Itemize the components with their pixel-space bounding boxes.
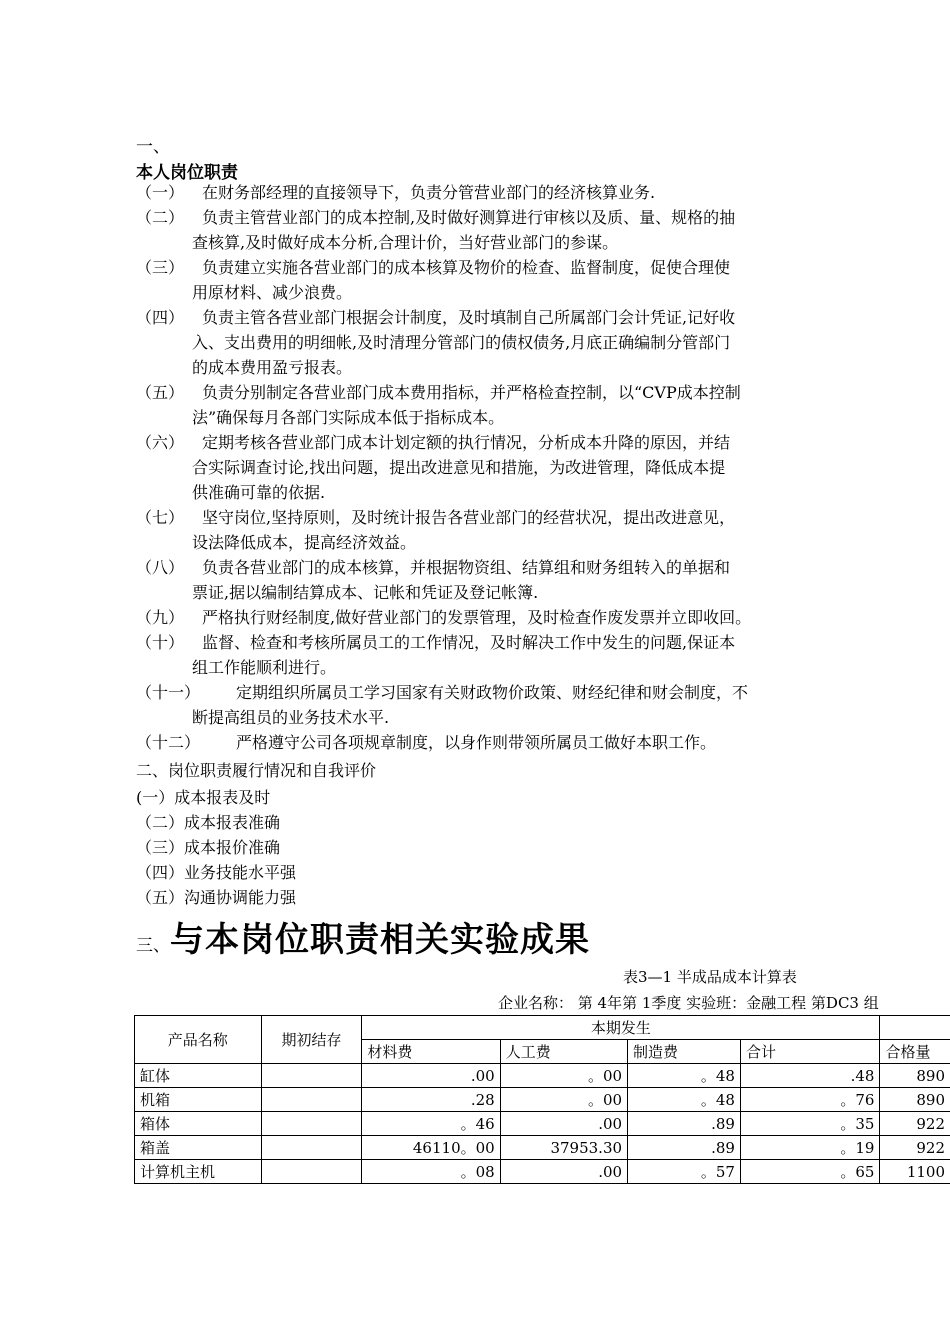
duty-line: 查核算,及时做好成本分析,合理计价，当好营业部门的参谋。 (192, 233, 619, 252)
duty-line: 票证,据以编制结算成本、记帐和凭证及登记帐簿. (192, 583, 539, 602)
duty-list (136, 180, 950, 755)
duty-text (192, 205, 736, 255)
cell-total: .48 (740, 1064, 880, 1088)
cell-manufacturing: .89 (628, 1136, 741, 1160)
duty-number: （五） (136, 383, 185, 402)
duty-item (136, 305, 950, 380)
duty-line: 用原材料、减少浪费。 (192, 283, 353, 302)
cell-qualified: 890 (880, 1064, 950, 1088)
header-manufacturing: 制造费 (628, 1040, 741, 1064)
duty-line: 监督、检查和考核所属员工的工作情况，及时解决工作中发生的问题,保证本 (202, 633, 736, 652)
cell-opening (261, 1088, 362, 1112)
cell-manufacturing: 。48 (628, 1064, 741, 1088)
cell-qualified: 922 (880, 1136, 950, 1160)
cell-manufacturing: 。57 (628, 1160, 741, 1184)
section3-number: 三、 (136, 936, 170, 956)
header-current: 本期发生 (362, 1016, 880, 1040)
header-opening: 期初结存 (261, 1016, 362, 1064)
table-meta: 企业名称： 第 4年第 1季度 实验班：金融工程 第DC3 组 (498, 994, 879, 1012)
duty-line: 在财务部经理的直接领导下，负责分管营业部门的经济核算业务. (202, 183, 656, 202)
duty-line: 负责各营业部门的成本核算，并根据物资组、结算组和财务组转入的单据和 (202, 558, 731, 577)
cell-qualified: 922 (880, 1112, 950, 1136)
duty-line: 合实际调查讨论,找出问题，提出改进意见和措施，为改进管理，降低成本提 (192, 458, 726, 477)
duty-line: 负责分别制定各营业部门成本费用指标，并严格检查控制，以“CVP成本控制 (202, 383, 741, 402)
duty-item (136, 380, 950, 430)
section1-number: 一、 (136, 137, 170, 157)
duty-line: 的成本费用盈亏报表。 (192, 358, 353, 377)
cell-material: .00 (362, 1064, 500, 1088)
header-labor: 人工费 (500, 1040, 627, 1064)
duty-line: 入、支出费用的明细帐,及时清理分管部门的债权债务,月底正确编制分管部门 (192, 333, 731, 352)
evaluation-list (136, 785, 296, 910)
cell-qualified: 1100 (880, 1160, 950, 1184)
duty-line: 组工作能顺利进行。 (192, 658, 337, 677)
table-row (135, 1112, 950, 1136)
section3-title: 与本岗位职责相关实验成果 (170, 920, 590, 960)
header-material: 材料费 (362, 1040, 500, 1064)
table-row (135, 1064, 950, 1088)
evaluation-item: （二）成本报表准确 (136, 813, 281, 832)
cell-total: 。76 (740, 1088, 880, 1112)
duty-text (202, 180, 655, 205)
duty-line: 坚守岗位,坚持原则，及时统计报告各营业部门的经营状况，提出改进意见， (202, 508, 736, 527)
duty-number: （八） (136, 558, 185, 577)
duty-item (136, 205, 950, 255)
evaluation-item: （三）成本报价准确 (136, 838, 281, 857)
cell-material: 46110。00 (362, 1136, 500, 1160)
cell-total: 。65 (740, 1160, 880, 1184)
duty-text (192, 505, 736, 555)
header-qualified: 合格量 (880, 1040, 950, 1064)
duty-item (136, 730, 950, 755)
evaluation-item: （五）沟通协调能力强 (136, 888, 297, 907)
section3-heading (136, 912, 590, 961)
duty-text (236, 730, 716, 755)
duty-item (136, 605, 950, 630)
duty-text (192, 430, 731, 505)
cell-total: 。35 (740, 1112, 880, 1136)
table-row (135, 1160, 950, 1184)
cell-qualified: 890 (880, 1088, 950, 1112)
duty-text (192, 380, 741, 430)
cell-labor: 。00 (500, 1064, 627, 1088)
cell-opening (261, 1160, 362, 1184)
section1-title: 本人岗位职责 (136, 163, 238, 183)
duty-number: （一） (136, 183, 185, 202)
duty-item (136, 505, 950, 555)
table-caption: 表3—1 半成品成本计算表 (623, 968, 797, 986)
cell-material: 。08 (362, 1160, 500, 1184)
cell-total: 。19 (740, 1136, 880, 1160)
cell-labor: .00 (500, 1112, 627, 1136)
cell-labor: 37953.30 (500, 1136, 627, 1160)
table-row (135, 1136, 950, 1160)
cost-table (134, 1015, 950, 1184)
duty-number: （九） (136, 608, 185, 627)
duty-item (136, 255, 950, 305)
table-row (135, 1088, 950, 1112)
cell-opening (261, 1112, 362, 1136)
duty-text (192, 255, 731, 305)
cell-material: 。46 (362, 1112, 500, 1136)
duty-text (192, 630, 736, 680)
cell-opening (261, 1136, 362, 1160)
duty-text (202, 605, 751, 630)
duty-number: （十二） (136, 733, 201, 752)
evaluation-item: (一）成本报表及时 (136, 788, 271, 807)
duty-item (136, 555, 950, 605)
cell-labor: .00 (500, 1160, 627, 1184)
duty-line: 定期组织所属员工学习国家有关财政物价政策、财经纪律和财会制度，不 (236, 683, 749, 702)
cell-name: 箱盖 (135, 1136, 262, 1160)
duty-item (136, 680, 950, 730)
duty-line: 严格遵守公司各项规章制度，以身作则带领所属员工做好本职工作。 (236, 733, 717, 752)
duty-number: （七） (136, 508, 185, 527)
cell-labor: 。00 (500, 1088, 627, 1112)
cell-manufacturing: .89 (628, 1112, 741, 1136)
duty-item (136, 630, 950, 680)
duty-text (192, 555, 731, 605)
duty-line: 负责主管营业部门的成本控制,及时做好测算进行审核以及质、量、规格的抽 (202, 208, 736, 227)
duty-line: 严格执行财经制度,做好营业部门的发票管理，及时检查作废发票并立即收回。 (202, 608, 752, 627)
duty-number: （十一） (136, 683, 201, 702)
cell-name: 缸体 (135, 1064, 262, 1088)
duty-line: 负责建立实施各营业部门的成本核算及物价的检查、监督制度，促使合理使 (202, 258, 731, 277)
duty-line: 设法降低成本，提高经济效益。 (192, 533, 417, 552)
evaluation-item: （四）业务技能水平强 (136, 863, 297, 882)
cell-manufacturing: 。48 (628, 1088, 741, 1112)
cell-material: .28 (362, 1088, 500, 1112)
duty-item (136, 430, 950, 505)
duty-number: （十） (136, 633, 185, 652)
duty-text (192, 305, 736, 380)
table-body (135, 1064, 950, 1184)
duty-number: （六） (136, 433, 185, 452)
cell-opening (261, 1064, 362, 1088)
header-total: 合计 (740, 1040, 880, 1064)
duty-line: 供准确可靠的依据. (192, 483, 326, 502)
duty-item (136, 180, 950, 205)
duty-text (192, 680, 749, 730)
duty-number: （三） (136, 258, 185, 277)
duty-number: （四） (136, 308, 185, 327)
duty-line: 法”确保每月各部门实际成本低于指标成本。 (192, 408, 505, 427)
duty-line: 断提高组员的业务技术水平. (192, 708, 390, 727)
section2-title: 二、岗位职责履行情况和自我评价 (136, 761, 377, 780)
header-product: 产品名称 (135, 1016, 262, 1064)
cell-name: 机箱 (135, 1088, 262, 1112)
cell-name: 箱体 (135, 1112, 262, 1136)
cell-name: 计算机主机 (135, 1160, 262, 1184)
duty-line: 定期考核各营业部门成本计划定额的执行情况，分析成本升降的原因，并结 (202, 433, 731, 452)
duty-number: （二） (136, 208, 185, 227)
header-blank (880, 1016, 950, 1040)
duty-line: 负责主管各营业部门根据会计制度，及时填制自己所属部门会计凭证,记好收 (202, 308, 736, 327)
